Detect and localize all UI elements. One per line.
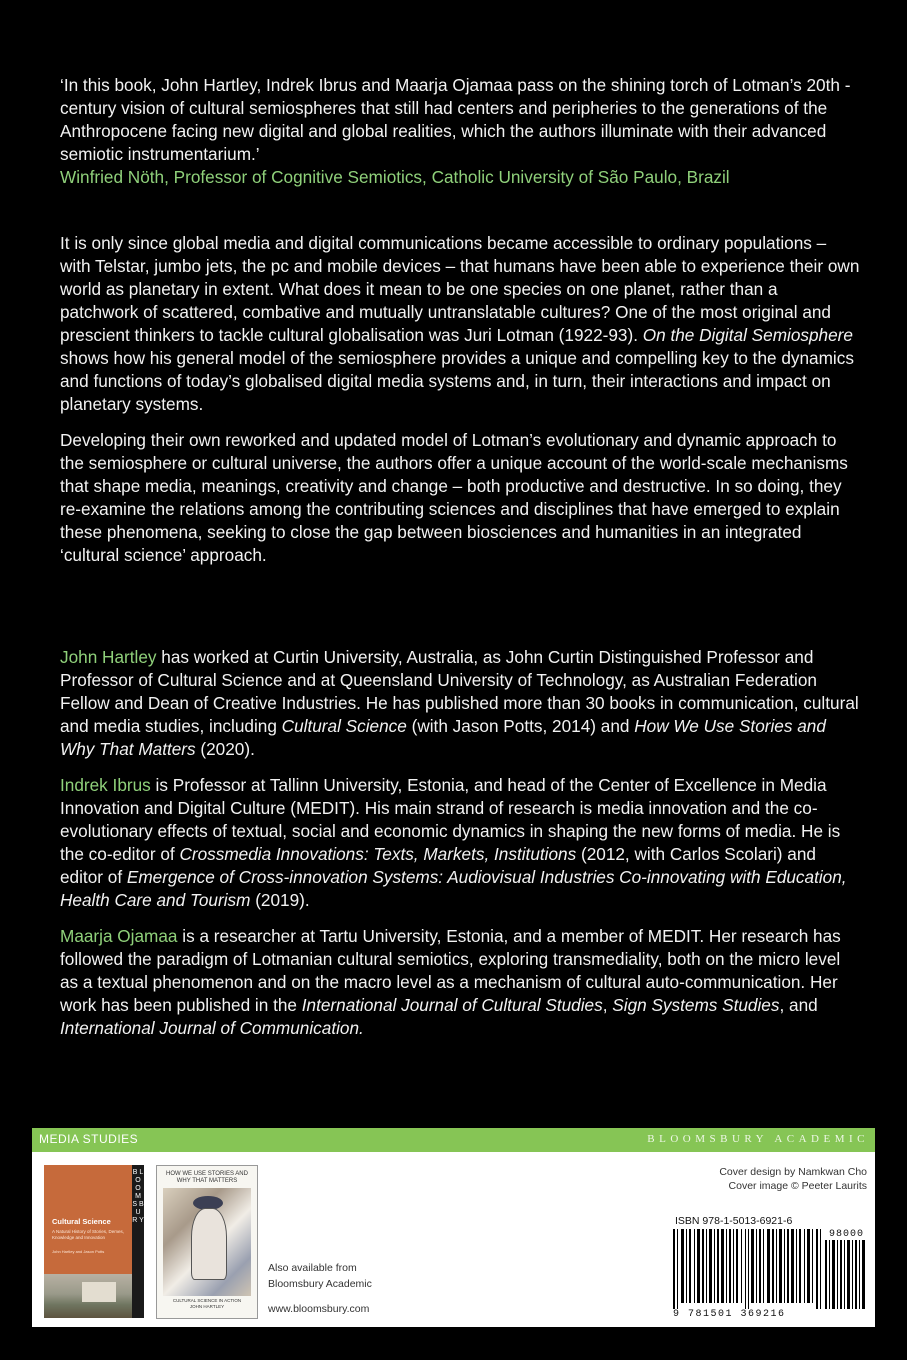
related-book-series <box>163 1298 251 1310</box>
cover-credits <box>719 1165 867 1193</box>
author-name: John Hartley <box>60 647 157 667</box>
addon-barcode-icon <box>823 1240 868 1309</box>
cover-image-credit: Cover image © Peeter Laurits <box>728 1180 867 1192</box>
related-book-cover-cultural-science <box>44 1165 144 1318</box>
bio-ibrus <box>60 774 860 912</box>
book-spine <box>132 1165 144 1318</box>
book-title: How We Use Stories and Why That Matters <box>60 716 826 759</box>
book-title: International Journal of Cultural Studies <box>301 995 603 1015</box>
text-run: shows how his general model of the semiosphere provides a unique and compelling key to the dynamics and functions of today’s globalised digital media systems and, in turn, their interactions and impact on planetary systems. <box>60 348 854 414</box>
also-line: Also available from <box>268 1262 357 1274</box>
text-run: is a researcher at Tartu University, Estonia, and a member of MEDIT. Her research has followed the paradigm of Lotmanian cultural semiotics, exploring transmediality, both on the micro level as a textual phenomenon and on the macro level as a mechanism of cultural auto-communication. Her work has been published in the <box>60 926 841 1015</box>
barcode-icon <box>673 1229 823 1309</box>
author-bios <box>60 646 860 1053</box>
spine-text: B L O O M S B U R Y <box>132 1169 144 1224</box>
barcode-digits: 9 781501 369216 <box>673 1309 786 1320</box>
book-title: On the Digital Semiosphere <box>642 325 853 345</box>
related-book-cover-how-we-use-stories <box>156 1165 258 1319</box>
book-title: Cultural Science <box>281 716 407 736</box>
book-title: Sign Systems Studies <box>612 995 780 1015</box>
text-run: has worked at Curtin University, Australia, as John Curtin Distinguished Professor and Professor of Cultural Science and at Queensland University of Technology, as Australian Federation Fellow and Dean of Creative Industries. He has published more than 30 books in communication, cultural and media studies, including <box>60 647 859 736</box>
website-link[interactable]: www.bloomsbury.com <box>268 1303 370 1315</box>
isbn-label: ISBN 978-1-5013-6921-6 <box>675 1215 793 1227</box>
text-run: is Professor at Tallinn University, Estonia, and head of the Center of Excellence in Media Innovation and Digital Culture (MEDIT). His main strand of research is media innovation and the co-evolutionary effects of textual, social and economic dynamics in shaping the new forms of media. He is the co-editor of <box>60 775 841 864</box>
landscape-image <box>44 1274 132 1318</box>
related-book-authors: John Hartley and Jason Potts <box>52 1249 105 1254</box>
related-book-subtitle: A Natural History of Stories, Demes, Knowledge and Innovation <box>52 1229 125 1240</box>
cliff-shape <box>82 1282 116 1302</box>
description-paragraph: Developing their own reworked and updated model of Lotman’s evolutionary and dynamic approach to the semiosphere or cultural universe, the authors offer a unique account of the world-scale mechanisms that shape media, meanings, creativity and change – both productive and destructive. In so doing, they re-examine the relations among the contributing sciences and disciplines that have emerged to explain these phenomena, seeking to close the gap between biosciences and humanities in an integrated ‘cultural science’ approach. <box>60 430 848 565</box>
book-description <box>60 232 860 580</box>
text-run: , <box>602 995 613 1015</box>
text-run: (2012, with Carlos Scolari) and editor of <box>60 844 816 887</box>
series-author: JOHN HARTLEY <box>189 1304 225 1309</box>
cover-artwork <box>163 1188 251 1296</box>
endorsement-quote <box>60 74 860 189</box>
book-title: Crossmedia Innovations: Texts, Markets, Institutions <box>179 844 577 864</box>
publisher-footer <box>32 1128 875 1327</box>
text-run: (2019). <box>250 890 310 910</box>
related-book-title: Cultural Science <box>52 1217 111 1226</box>
quote-text: ‘In this book, John Hartley, Indrek Ibrus and Maarja Ojamaa pass on the shining torch of Lotman’s 20th - century vision of cultural semiospheres that still had centers and peripheries to the generations of the Anthropocene facing new digital and global realities, which the authors illuminate with their advanced semiotic instrumentarium.’ <box>60 75 851 164</box>
book-title: International Journal of Communication. <box>60 1018 364 1038</box>
bio-hartley <box>60 646 860 761</box>
text-run: (2020). <box>195 739 255 759</box>
book-title: Emergence of Cross-innovation Systems: Audiovisual Industries Co-innovating with Education, Health Care and Tourism <box>60 867 847 910</box>
also-line: Bloomsbury Academic <box>268 1278 372 1290</box>
artwork-figure <box>191 1208 227 1280</box>
bio-ojamaa <box>60 925 860 1040</box>
author-name: Maarja Ojamaa <box>60 926 178 946</box>
text-run: It is only since global media and digital communications became accessible to ordinary populations – with Telstar, jumbo jets, the pc and mobile devices – that humans have been able to experience their own world as planetary in extent. What does it mean to be one species on one planet, rather than a patchwork of scattered, combative and mutually untranslatable cultures? One of the most original and prescient thinkers to tackle cultural globalisation was Juri Lotman (1922-93). <box>60 233 860 345</box>
text-run: , and <box>779 995 818 1015</box>
category-band <box>32 1128 875 1152</box>
text-run: (with Jason Potts, 2014) and <box>406 716 635 736</box>
subject-category: MEDIA STUDIES <box>39 1132 139 1146</box>
price-code: 98000 <box>829 1229 865 1240</box>
description-paragraph <box>60 232 860 416</box>
series-name: CULTURAL SCIENCE IN ACTION <box>172 1298 242 1303</box>
cover-design-credit: Cover design by Namkwan Cho <box>719 1166 867 1178</box>
quote-attribution: Winfried Nöth, Professor of Cognitive Semiotics, Catholic University of São Paulo, Brazil <box>60 167 730 187</box>
also-available-note <box>268 1260 372 1292</box>
author-name: Indrek Ibrus <box>60 775 151 795</box>
related-book-title: HOW WE USE STORIES AND WHY THAT MATTERS <box>166 1171 248 1184</box>
publisher-name: BLOOMSBURY ACADEMIC <box>647 1133 869 1145</box>
